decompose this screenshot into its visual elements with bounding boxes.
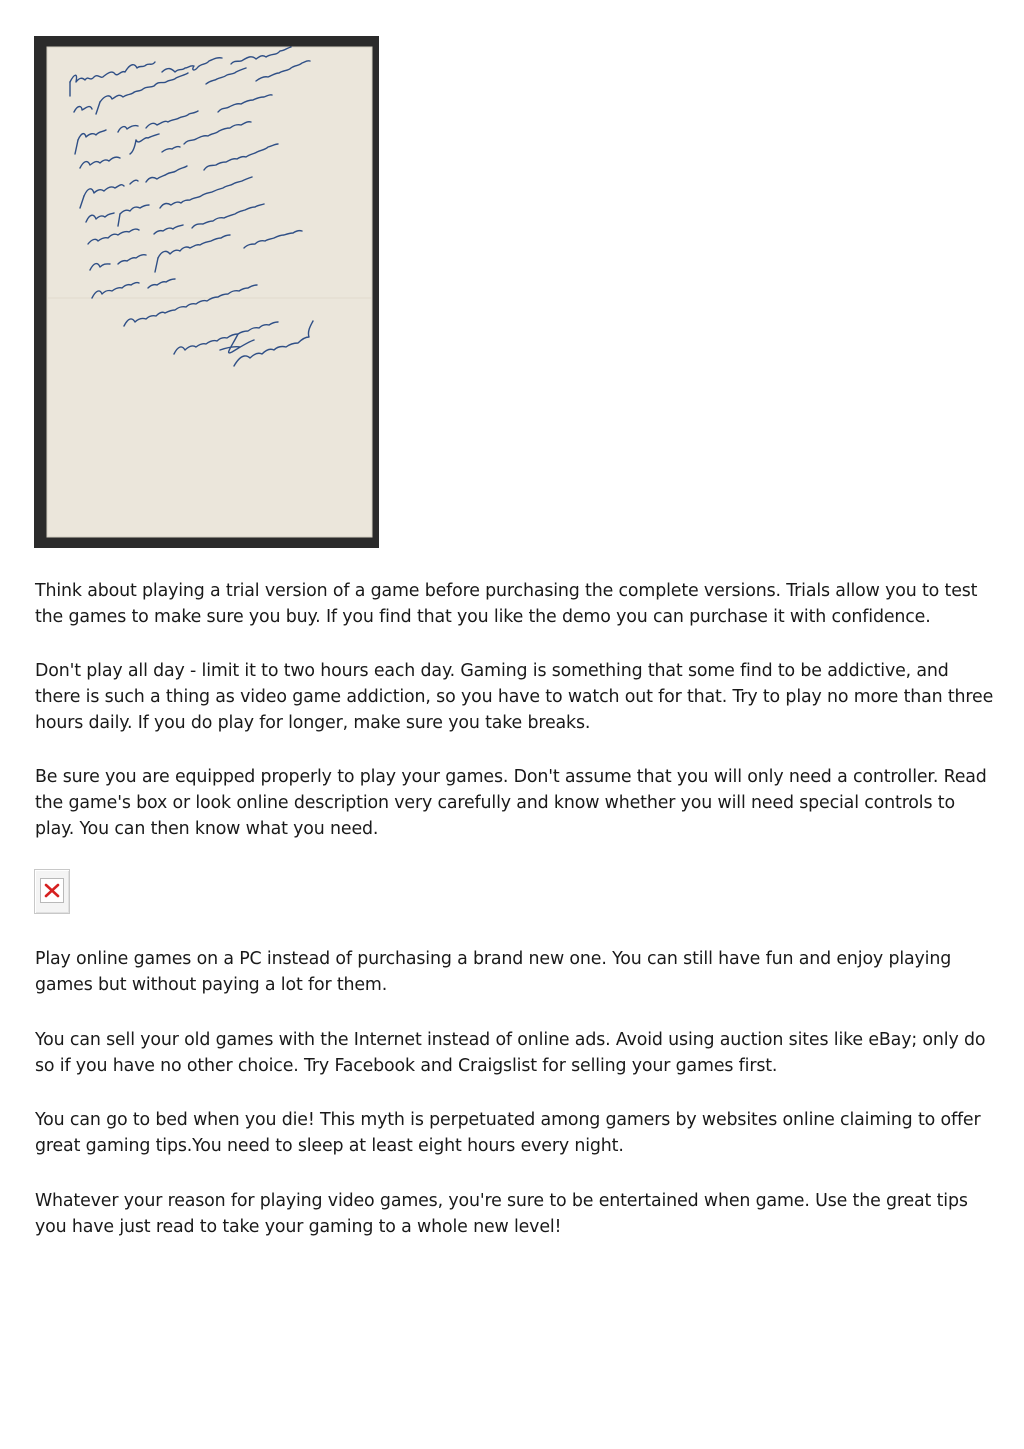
paragraph-trial-version: Think about playing a trial version of a game before purchasing the complete versions. Trials allow you to test the games to make sure you buy. If you find that you like the demo you can purchase it with confidence. [35,581,978,627]
paragraph-sell-old-games: You can sell your old games with the Internet instead of online ads. Avoid using auction sites like eBay; only do so if you have no other choice. Try Facebook and Craigslist for selling your games first. [35,1030,986,1076]
paragraph-limit-play: Don't play all day - limit it to two hours each day. Gaming is something that some find to be addictive, and there is such a thing as video game addiction, so you have to watch out for that. Try to play no more than three hours daily. If you do play for longer, make sure you take breaks. [35,661,994,733]
handwritten-letter-image [34,36,379,548]
broken-image-placeholder [34,869,70,914]
broken-image-icon [40,878,64,903]
paragraph-equipment: Be sure you are equipped properly to play your games. Don't assume that you will only need a controller. Read the game's box or look online description very carefully and know whether you will need special controls to play. You can then know what you need. [35,767,987,839]
letter-scan [34,36,379,548]
paragraph-online-games: Play online games on a PC instead of purchasing a brand new one. You can still have fun and enjoy playing games but without paying a lot for them. [35,949,952,995]
paragraph-conclusion: Whatever your reason for playing video games, you're sure to be entertained when game. Use the great tips you have just read to take your gaming to a whole new level! [35,1191,968,1237]
paragraph-sleep-myth: You can go to bed when you die! This myth is perpetuated among gamers by websites online claiming to offer great gaming tips.You need to sleep at least eight hours every night. [35,1110,981,1156]
